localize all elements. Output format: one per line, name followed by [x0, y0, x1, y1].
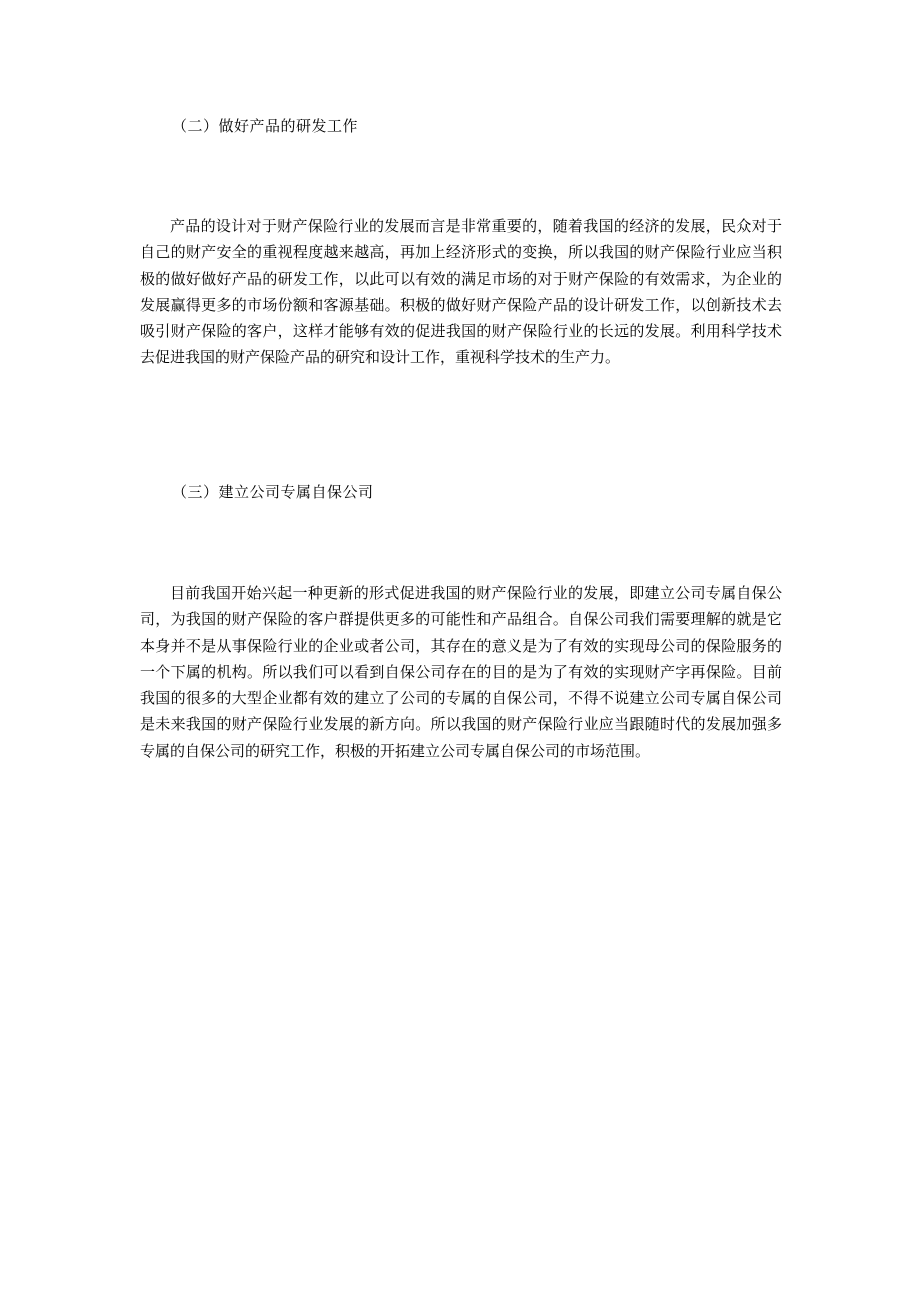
section-paragraph-captive-insurer: 目前我国开始兴起一种更新的形式促进我国的财产保险行业的发展，即建立公司专属自保公司，为我国的财产保险的客户群提供更多的可能性和产品组合。自保公司我们需要理解的就是它本身并不是从事保险行业的企业或者公司，其存在的意义是为了有效的实现母公司的保险服务的一个下属的机构。所以我们可以看到自保公司存在的目的是为了有效的实现财产字再保险。目前我国的很多的大型企业都有效的建立了公司的专属的自保公司，不得不说建立公司专属自保公司是未来我国的财产保险行业发展的新方向。所以我国的财产保险行业应当跟随时代的发展加强多专属的自保公司的研究工作，积极的开拓建立公司专属自保公司的市场范围。: [140, 584, 782, 760]
section-heading-captive-insurer: （三）建立公司专属自保公司: [172, 483, 374, 501]
section-paragraph-product-development: 产品的设计对于财产保险行业的发展而言是非常重要的，随着我国的经济的发展，民众对于自己的财产安全的重视程度越来越高，再加上经济形式的变换，所以我国的财产保险行业应当积极的做好做好产品的研发工作，以此可以有效的满足市场的对于财产保险的有效需求，为企业的发展赢得更多的市场份额和客源基础。积极的做好财产保险产品的设计研发工作，以创新技术去吸引财产保险的客户，这样才能够有效的促进我国的财产保险行业的长远的发展。利用科学技术去促进我国的财产保险产品的研究和设计工作，重视科学技术的生产力。: [140, 217, 782, 367]
section-heading-product-development: （二）做好产品的研发工作: [172, 117, 359, 135]
